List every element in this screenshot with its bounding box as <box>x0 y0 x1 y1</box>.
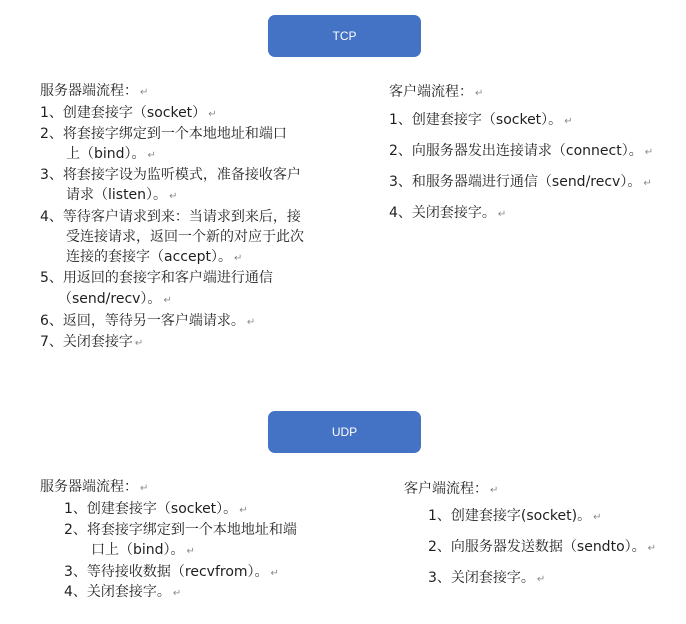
tcp-server-line: 3、将套接字设为监听模式，准备接收客户 <box>40 167 301 183</box>
tcp-banner <box>268 15 421 57</box>
tcp-client-heading: 客户端流程： ↵ <box>389 84 484 100</box>
tcp-server-heading: 服务器端流程： ↵ <box>40 83 149 99</box>
tcp-server-line: 受连接请求，返回一个新的对应于此次 <box>66 229 304 245</box>
tcp-client-line: 3、和服务器端进行通信（send/recv）。 ↵ <box>389 174 652 190</box>
udp-server-line: 3、等待接收数据（recvfrom）。 ↵ <box>64 564 279 580</box>
tcp-server-line: 6、返回，等待另一客户端请求。 ↵ <box>40 313 256 329</box>
tcp-server-line: 2、将套接字绑定到一个本地地址和端口 <box>40 126 287 142</box>
udp-server-line: 2、将套接字绑定到一个本地地址和端 <box>64 522 297 538</box>
tcp-server-line: 上（bind）。 ↵ <box>66 146 156 162</box>
tcp-server-line: 请求（listen）。 ↵ <box>66 187 178 203</box>
udp-server-line: 4、关闭套接字。 ↵ <box>64 584 182 600</box>
udp-banner <box>268 411 421 453</box>
udp-client-line: 1、创建套接字(socket)。 ↵ <box>428 508 602 524</box>
tcp-client-line: 4、关闭套接字。 ↵ <box>389 205 507 221</box>
tcp-banner-label: TCP <box>332 29 357 43</box>
tcp-server-line: 连接的套接字（accept）。 ↵ <box>66 249 243 265</box>
udp-client-line: 3、关闭套接字。 ↵ <box>428 570 546 586</box>
tcp-server-line: 1、创建套接字（socket） ↵ <box>40 105 217 121</box>
tcp-server-line: 7、关闭套接字 ↵ <box>40 334 144 350</box>
udp-client-heading: 客户端流程： ↵ <box>404 481 499 497</box>
udp-server-line: 口上（bind）。 ↵ <box>91 542 195 558</box>
tcp-server-line: （send/recv）。 ↵ <box>58 291 172 307</box>
udp-server-line: 1、创建套接字（socket）。 ↵ <box>64 501 248 517</box>
tcp-client-line: 1、创建套接字（socket）。 ↵ <box>389 112 573 128</box>
udp-client-line: 2、向服务器发送数据（sendto）。 ↵ <box>428 539 657 555</box>
tcp-server-line: 4、等待客户请求到来：当请求到来后，接 <box>40 209 301 225</box>
udp-banner-label: UDP <box>331 425 358 439</box>
udp-server-heading: 服务器端流程： ↵ <box>40 479 149 495</box>
tcp-client-line: 2、向服务器发出连接请求（connect）。 ↵ <box>389 143 654 159</box>
tcp-server-line: 5、用返回的套接字和客户端进行通信 <box>40 270 273 286</box>
